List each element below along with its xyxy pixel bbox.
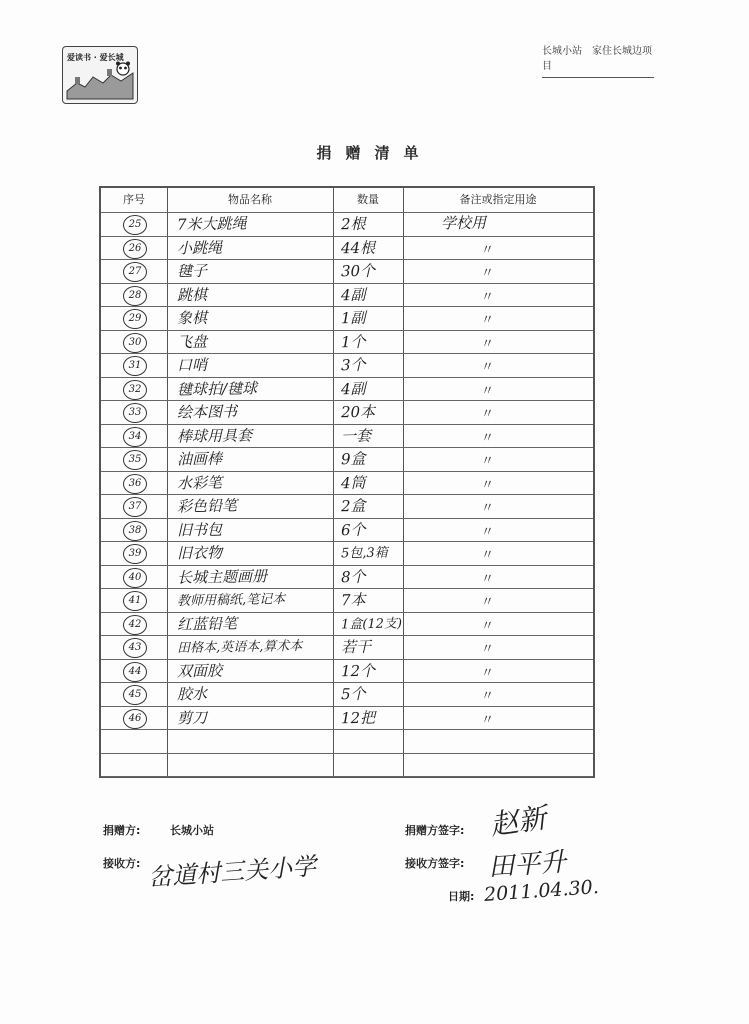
row-divider (101, 776, 593, 777)
item-remark: 〃 (481, 407, 495, 422)
item-name: 象棋 (176, 308, 208, 328)
row-number (123, 403, 149, 421)
item-remark: 〃 (481, 266, 495, 281)
row-number-circle: 25 (123, 215, 147, 235)
header-org: 长城小站 (542, 46, 582, 57)
item-quantity: 4筒 (340, 473, 366, 492)
donor-signature: 赵新 (488, 801, 549, 842)
item-name: 剪刀 (176, 708, 208, 727)
table-row (101, 659, 593, 683)
table-row (101, 259, 593, 283)
item-quantity: 4副 (340, 285, 366, 304)
row-number-circle: 34 (123, 427, 147, 447)
item-name: 飞盘 (176, 332, 208, 351)
donation-table (99, 186, 595, 778)
row-number (123, 215, 149, 233)
item-remark: 〃 (481, 383, 495, 399)
receiver-sign-signature: 田平升 (487, 847, 568, 883)
item-remark: 〃 (481, 618, 495, 634)
item-name: 长城主题画册 (176, 566, 268, 587)
donor-label: 捐赠方: (103, 824, 141, 837)
item-quantity: 30个 (340, 261, 376, 281)
row-number (123, 309, 149, 327)
header-project (542, 42, 654, 78)
item-quantity: 1副 (340, 308, 366, 328)
row-number-circle: 30 (123, 333, 147, 353)
row-number-circle: 29 (123, 309, 147, 329)
item-quantity: 9盒 (340, 449, 366, 469)
item-remark: 〃 (481, 313, 495, 328)
table-row (101, 588, 593, 612)
item-quantity: 4副 (340, 379, 366, 398)
row-number (123, 356, 149, 374)
item-name: 绘本图书 (176, 402, 238, 422)
item-name: 双面胶 (176, 661, 223, 680)
item-name: 油画棒 (176, 449, 223, 469)
row-number-circle: 46 (123, 709, 147, 729)
row-divider (101, 729, 593, 730)
row-number-circle: 38 (123, 521, 147, 541)
table-row (101, 377, 593, 401)
row-number-circle: 28 (123, 286, 147, 306)
row-number-circle: 32 (123, 380, 147, 400)
row-number (123, 568, 149, 586)
row-number-circle: 37 (123, 497, 147, 517)
page-title: 捐赠清单 (316, 144, 433, 162)
logo-text: 爱读书 · 爱长城 (67, 53, 124, 62)
header-remark: 备注或指定用途 (459, 193, 537, 206)
receiver-signature: 岔道村三关小学 (147, 852, 317, 892)
row-number-circle: 39 (123, 544, 147, 564)
row-number-circle: 42 (123, 615, 147, 635)
great-wall-icon (63, 47, 137, 103)
item-remark: 〃 (481, 454, 495, 469)
item-quantity: 6个 (340, 520, 366, 539)
table-row (101, 635, 593, 659)
item-remark: 〃 (481, 477, 495, 493)
row-number (123, 615, 149, 633)
row-number (123, 427, 149, 445)
item-remark: 〃 (481, 289, 495, 305)
table-row (101, 353, 593, 377)
row-number (123, 333, 149, 351)
table-row (101, 212, 593, 236)
item-remark: 〃 (481, 242, 495, 258)
item-remark: 〃 (481, 712, 495, 728)
item-name: 小跳绳 (176, 238, 223, 257)
receiver-label: 接收方: (103, 857, 141, 870)
item-remark: 〃 (481, 360, 495, 375)
item-quantity: 5包,3箱 (340, 545, 388, 562)
row-number (123, 638, 149, 656)
row-number-circle: 35 (123, 450, 147, 470)
table-row (101, 283, 593, 307)
item-remark: 〃 (481, 548, 495, 563)
item-name: 跳棋 (176, 285, 208, 304)
item-quantity: 一套 (340, 426, 372, 445)
table-row (101, 494, 593, 518)
table-row (101, 706, 593, 730)
header-item-name: 物品名称 (228, 193, 272, 206)
row-number-circle: 44 (123, 662, 147, 682)
table-row (101, 565, 593, 589)
item-quantity: 7本 (340, 590, 366, 610)
row-number-circle: 27 (123, 262, 147, 282)
item-quantity: 2盒 (340, 496, 366, 516)
row-number-circle: 40 (123, 568, 147, 588)
header-quantity: 数量 (357, 193, 379, 206)
table-row (101, 424, 593, 448)
table-row (101, 306, 593, 330)
row-number (123, 450, 149, 468)
table-row (101, 330, 593, 354)
row-number (123, 591, 149, 609)
item-name: 毽球拍/毽球 (176, 378, 258, 399)
row-number-circle: 33 (123, 403, 147, 423)
item-quantity: 5个 (340, 684, 366, 704)
item-quantity: 8个 (340, 567, 366, 586)
item-name: 旧书包 (176, 520, 223, 539)
row-number (123, 474, 149, 492)
item-quantity: 若干 (340, 637, 372, 657)
item-remark: 〃 (481, 595, 495, 610)
table-row (101, 682, 593, 706)
org-logo (62, 46, 138, 104)
table-row (101, 518, 593, 542)
item-quantity: 12个 (340, 661, 376, 680)
item-quantity: 2根 (340, 214, 366, 234)
row-divider (101, 753, 593, 754)
item-name: 彩色铅笔 (176, 496, 238, 516)
row-number (123, 380, 149, 398)
item-quantity: 1盒(12支) (340, 615, 403, 633)
item-quantity: 1个 (340, 332, 366, 351)
item-name: 棒球用具套 (176, 425, 253, 446)
donor-value: 长城小站 (170, 824, 214, 837)
table-row (101, 400, 593, 424)
donor-sign-label: 捐赠方签字: (405, 824, 465, 837)
item-remark: 〃 (481, 430, 495, 446)
item-remark: 〃 (481, 571, 495, 587)
row-number-circle: 41 (123, 591, 147, 611)
row-number (123, 286, 149, 304)
row-number (123, 709, 149, 727)
item-quantity: 44根 (340, 238, 376, 257)
item-name: 旧衣物 (176, 543, 223, 563)
item-name: 田格本,英语本,算术本 (176, 638, 303, 657)
item-name: 红蓝铅笔 (176, 613, 238, 634)
item-remark: 〃 (481, 642, 495, 657)
item-remark: 〃 (481, 689, 495, 704)
table-row (101, 471, 593, 495)
header-project-name: 家住长城边项目 (542, 46, 652, 72)
row-number (123, 685, 149, 703)
row-number (123, 521, 149, 539)
table-row (101, 541, 593, 565)
item-quantity: 12把 (340, 708, 376, 727)
item-remark: 学校用 (440, 213, 487, 233)
item-name: 水彩笔 (176, 473, 223, 492)
receiver-sign-label: 接收方签字: (405, 857, 465, 870)
row-number (123, 544, 149, 562)
item-name: 口哨 (176, 355, 208, 375)
row-number (123, 239, 149, 257)
item-remark: 〃 (481, 336, 495, 352)
item-name: 教师用稿纸,笔记本 (176, 592, 286, 609)
table-row (101, 236, 593, 260)
header-no: 序号 (123, 193, 145, 206)
item-name: 7米大跳绳 (176, 214, 247, 234)
date-label: 日期: (448, 890, 475, 903)
item-quantity: 20本 (340, 402, 376, 422)
item-remark: 〃 (481, 665, 495, 681)
item-remark: 〃 (481, 501, 495, 516)
row-number (123, 262, 149, 280)
date-value: 2011.04.30. (483, 876, 600, 906)
row-number-circle: 31 (123, 356, 147, 376)
row-number (123, 662, 149, 680)
row-number-circle: 45 (123, 685, 147, 705)
table-row (101, 447, 593, 471)
table-row (101, 612, 593, 636)
item-name: 胶水 (176, 684, 208, 704)
row-number-circle: 43 (123, 638, 147, 658)
row-number-circle: 36 (123, 474, 147, 494)
item-name: 毽子 (176, 261, 208, 281)
item-quantity: 3个 (340, 355, 366, 375)
row-number-circle: 26 (123, 239, 147, 259)
row-number (123, 497, 149, 515)
item-remark: 〃 (481, 524, 495, 540)
